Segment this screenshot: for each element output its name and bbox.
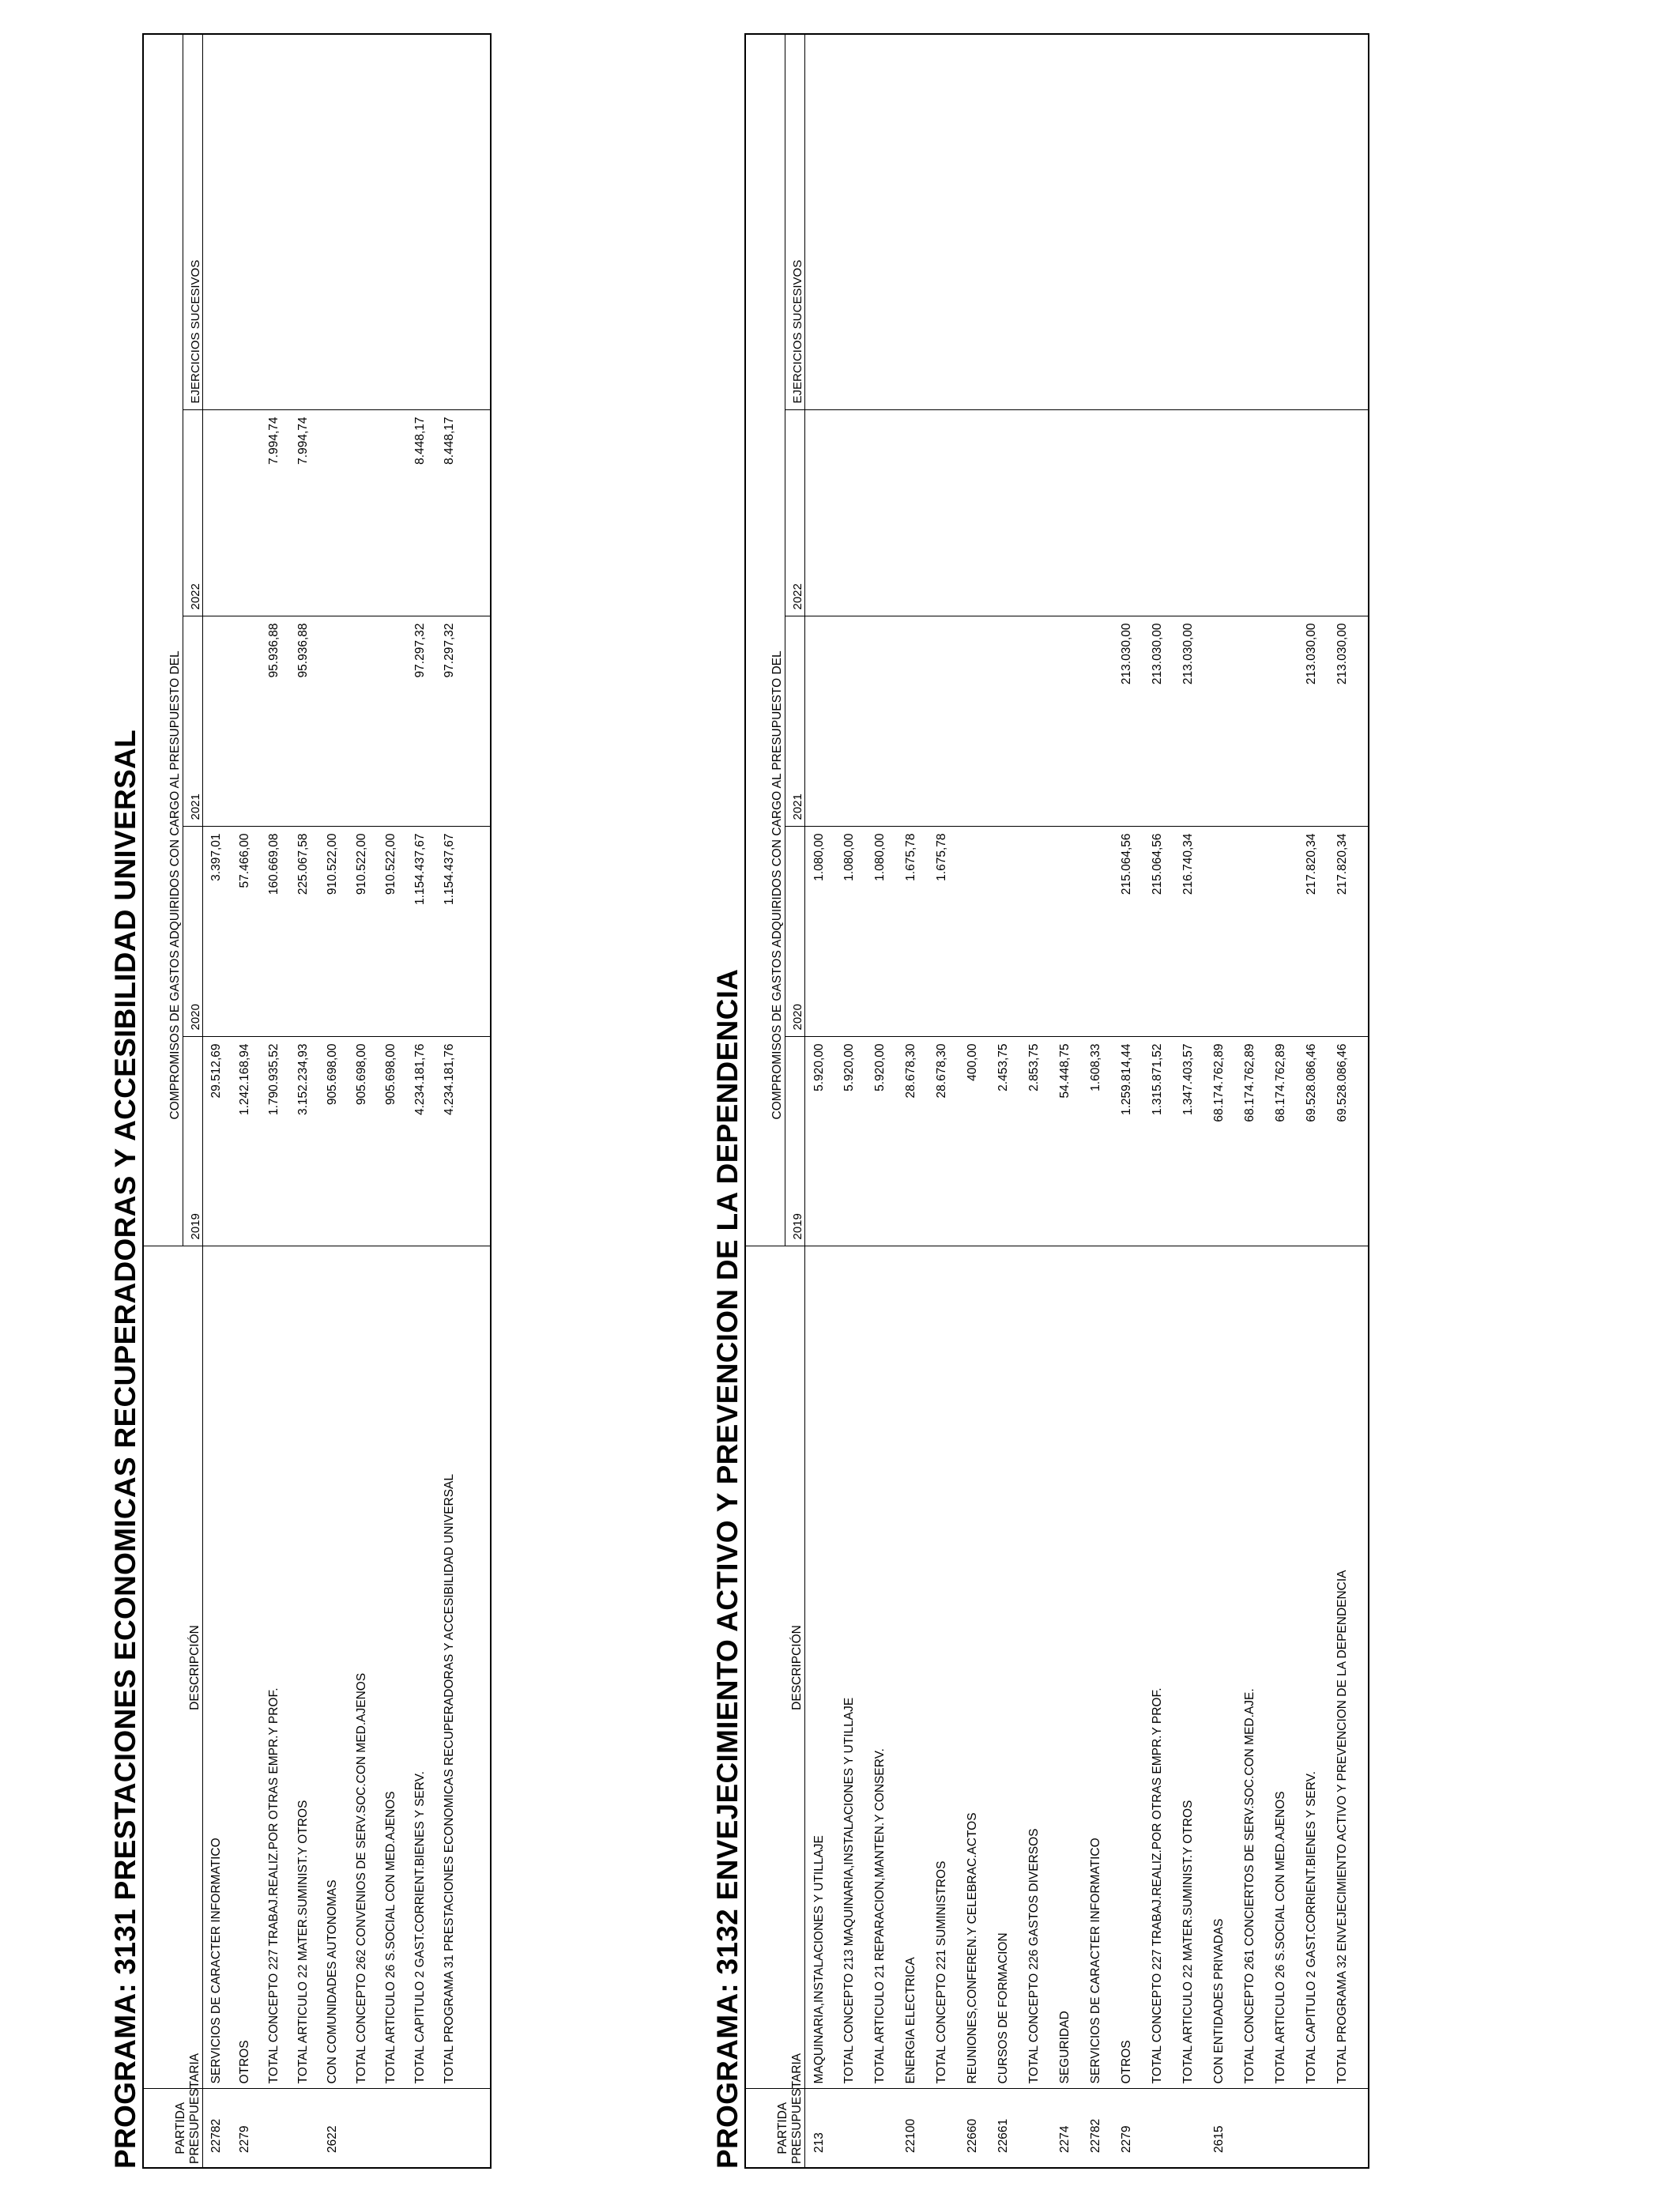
cell-2020: 1.154.437,67 bbox=[436, 827, 465, 1037]
cell-2020: 216.740,34 bbox=[1174, 827, 1205, 1037]
cell-descripcion: TOTAL ARTICULO 26 S.SOCIAL CON MED.AJENOS bbox=[378, 1246, 407, 2089]
cell-2020: 1.080,00 bbox=[866, 827, 897, 1037]
cell-2021: 97.297,32 bbox=[407, 616, 436, 827]
cell-sucesivos bbox=[1328, 34, 1359, 410]
cell-2020: 217.820,34 bbox=[1328, 827, 1359, 1037]
cell-sucesivos bbox=[1174, 34, 1205, 410]
col-header-partida: PARTIDA PRESUPUESTARIA bbox=[143, 2089, 202, 2168]
cell-descripcion: SERVICIOS DE CARACTER INFORMATICO bbox=[202, 1246, 232, 2089]
cell-2022 bbox=[378, 410, 407, 616]
cell-2020: 1.675,78 bbox=[928, 827, 959, 1037]
cell-partida bbox=[1020, 2089, 1051, 2168]
cell-partida bbox=[866, 2089, 897, 2168]
cell-2020: 3.397,01 bbox=[202, 827, 232, 1037]
cell-2020: 215.064,56 bbox=[1113, 827, 1143, 1037]
cell-2022 bbox=[1205, 410, 1236, 616]
cell-descripcion: REUNIONES,CONFEREN.Y CELEBRAC.ACTOS bbox=[959, 1246, 989, 2089]
cell-sucesivos bbox=[1205, 34, 1236, 410]
cell-sucesivos bbox=[261, 34, 290, 410]
cell-partida bbox=[1328, 2089, 1359, 2168]
cell-2021: 213.030,00 bbox=[1143, 616, 1174, 827]
empty-cell bbox=[1359, 410, 1369, 616]
cell-2020 bbox=[959, 827, 989, 1037]
cell-2022 bbox=[804, 410, 835, 616]
cell-descripcion: OTROS bbox=[1113, 1246, 1143, 2089]
cell-2022 bbox=[989, 410, 1020, 616]
cell-2019: 905.698,00 bbox=[319, 1037, 348, 1246]
cell-partida bbox=[436, 2089, 465, 2168]
table-row bbox=[202, 34, 232, 2168]
table-row bbox=[1051, 34, 1082, 2168]
cell-sucesivos bbox=[319, 34, 348, 410]
cell-descripcion: TOTAL CONCEPTO 261 CONCIERTOS DE SERV.SOC.CON MED.AJE. bbox=[1236, 1246, 1267, 2089]
cell-partida: 2615 bbox=[1205, 2089, 1236, 2168]
cell-partida bbox=[378, 2089, 407, 2168]
cell-descripcion: CON ENTIDADES PRIVADAS bbox=[1205, 1246, 1236, 2089]
cell-descripcion: TOTAL ARTICULO 21 REPARACION,MANTEN.Y CONSERV. bbox=[866, 1246, 897, 2089]
col-header-2020: 2020 bbox=[183, 827, 202, 1037]
table-row bbox=[436, 34, 465, 2168]
cell-sucesivos bbox=[1113, 34, 1143, 410]
empty-cell bbox=[465, 827, 491, 1037]
cell-2020: 910.522,00 bbox=[348, 827, 378, 1037]
program-title-3132: PROGRAMA: 3132 ENVEJECIMIENTO ACTIVO Y PREVENCION DE LA DEPENDENCIA bbox=[711, 968, 744, 2169]
empty-cell bbox=[465, 1246, 491, 2089]
cell-sucesivos bbox=[928, 34, 959, 410]
cell-descripcion: MAQUINARIA,INSTALACIONES Y UTILLAJE bbox=[804, 1246, 835, 2089]
cell-sucesivos bbox=[1051, 34, 1082, 410]
cell-2021 bbox=[928, 616, 959, 827]
cell-2020: 1.080,00 bbox=[835, 827, 866, 1037]
cell-2020 bbox=[1267, 827, 1298, 1037]
cell-partida bbox=[407, 2089, 436, 2168]
empty-cell bbox=[465, 410, 491, 616]
cell-2020: 215.064,56 bbox=[1143, 827, 1174, 1037]
cell-sucesivos bbox=[290, 34, 319, 410]
cell-sucesivos bbox=[1082, 34, 1113, 410]
cell-2019: 1.608,33 bbox=[1082, 1037, 1113, 1246]
table-row bbox=[1082, 34, 1113, 2168]
cell-descripcion: TOTAL CONCEPTO 213 MAQUINARIA,INSTALACIONES Y UTILLAJE bbox=[835, 1246, 866, 2089]
cell-2022: 7.994,74 bbox=[290, 410, 319, 616]
cell-2019: 69.528.086,46 bbox=[1328, 1037, 1359, 1246]
col-header-2021: 2021 bbox=[183, 616, 202, 827]
cell-2022 bbox=[1113, 410, 1143, 616]
cell-2021 bbox=[1267, 616, 1298, 827]
cell-2019: 4.234.181,76 bbox=[407, 1037, 436, 1246]
empty-cell bbox=[1359, 616, 1369, 827]
table-row bbox=[348, 34, 378, 2168]
cell-2021 bbox=[1020, 616, 1051, 827]
cell-2019: 1.790.935,52 bbox=[261, 1037, 290, 1246]
cell-2021 bbox=[1051, 616, 1082, 827]
table-row bbox=[897, 34, 928, 2168]
cell-descripcion: CURSOS DE FORMACION bbox=[989, 1246, 1020, 2089]
cell-2021 bbox=[1082, 616, 1113, 827]
table-row bbox=[835, 34, 866, 2168]
cell-descripcion: TOTAL CONCEPTO 221 SUMINISTROS bbox=[928, 1246, 959, 2089]
table-row bbox=[989, 34, 1020, 2168]
table-row bbox=[1236, 34, 1267, 2168]
cell-sucesivos bbox=[1236, 34, 1267, 410]
cell-2019: 29.512,69 bbox=[202, 1037, 232, 1246]
cell-2022 bbox=[319, 410, 348, 616]
table-row bbox=[232, 34, 261, 2168]
empty-cell bbox=[465, 1037, 491, 1246]
cell-2019: 1.242.168,94 bbox=[232, 1037, 261, 1246]
cell-2022 bbox=[202, 410, 232, 616]
table-row bbox=[959, 34, 989, 2168]
cell-2020: 1.675,78 bbox=[897, 827, 928, 1037]
col-header-sucesivos: EJERCICIOS SUCESIVOS bbox=[785, 34, 804, 410]
cell-sucesivos bbox=[407, 34, 436, 410]
cell-descripcion: TOTAL ARTICULO 26 S.SOCIAL CON MED.AJENOS bbox=[1267, 1246, 1298, 2089]
cell-2019: 68.174.762,89 bbox=[1205, 1037, 1236, 1246]
cell-descripcion: ENERGIA ELECTRICA bbox=[897, 1246, 928, 2089]
table-row bbox=[319, 34, 348, 2168]
cell-2022 bbox=[1174, 410, 1205, 616]
cell-2019: 2.853,75 bbox=[1020, 1037, 1051, 1246]
cell-2019: 28.678,30 bbox=[897, 1037, 928, 1246]
empty-cell bbox=[1359, 2089, 1369, 2168]
table-row bbox=[804, 34, 835, 2168]
table-body-3131 bbox=[202, 34, 491, 2168]
cell-sucesivos bbox=[378, 34, 407, 410]
table-row bbox=[1020, 34, 1051, 2168]
cell-2022 bbox=[1020, 410, 1051, 616]
cell-sucesivos bbox=[436, 34, 465, 410]
empty-cell bbox=[465, 616, 491, 827]
cell-descripcion: CON COMUNIDADES AUTONOMAS bbox=[319, 1246, 348, 2089]
cell-2021 bbox=[319, 616, 348, 827]
budget-table-3132 bbox=[744, 33, 1369, 2169]
cell-descripcion: TOTAL CONCEPTO 226 GASTOS DIVERSOS bbox=[1020, 1246, 1051, 2089]
cell-2021 bbox=[959, 616, 989, 827]
col-header-2022: 2022 bbox=[183, 410, 202, 616]
cell-descripcion: TOTAL CONCEPTO 262 CONVENIOS DE SERV.SOC.CON MED.AJENOS bbox=[348, 1246, 378, 2089]
cell-sucesivos bbox=[1267, 34, 1298, 410]
cell-partida: 2279 bbox=[1113, 2089, 1143, 2168]
cell-partida: 2622 bbox=[319, 2089, 348, 2168]
col-header-2019: 2019 bbox=[183, 1037, 202, 1246]
cell-2021 bbox=[897, 616, 928, 827]
cell-sucesivos bbox=[202, 34, 232, 410]
cell-partida bbox=[1267, 2089, 1298, 2168]
cell-2020: 910.522,00 bbox=[378, 827, 407, 1037]
cell-2020 bbox=[989, 827, 1020, 1037]
cell-2020: 1.080,00 bbox=[804, 827, 835, 1037]
cell-2021: 213.030,00 bbox=[1328, 616, 1359, 827]
col-header-compromisos: COMPROMISOS DE GASTOS ADQUIRIDOS CON CARGO AL PRESUPUESTO DEL bbox=[745, 34, 785, 1246]
cell-2019: 400,00 bbox=[959, 1037, 989, 1246]
cell-sucesivos bbox=[1020, 34, 1051, 410]
cell-2021 bbox=[348, 616, 378, 827]
cell-2019: 3.152.234,93 bbox=[290, 1037, 319, 1246]
cell-2020 bbox=[1205, 827, 1236, 1037]
cell-descripcion: TOTAL CAPITULO 2 GAST.CORRIENT.BIENES Y SERV. bbox=[1298, 1246, 1328, 2089]
cell-2019: 5.920,00 bbox=[804, 1037, 835, 1246]
cell-2021: 213.030,00 bbox=[1298, 616, 1328, 827]
cell-2019: 2.453,75 bbox=[989, 1037, 1020, 1246]
cell-sucesivos bbox=[959, 34, 989, 410]
cell-sucesivos bbox=[866, 34, 897, 410]
cell-partida: 213 bbox=[804, 2089, 835, 2168]
col-header-descripcion: DESCRIPCIÓN bbox=[745, 1246, 804, 2089]
table-row bbox=[1113, 34, 1143, 2168]
cell-partida bbox=[261, 2089, 290, 2168]
cell-partida: 22661 bbox=[989, 2089, 1020, 2168]
cell-2020: 910.522,00 bbox=[319, 827, 348, 1037]
empty-cell bbox=[465, 2089, 491, 2168]
col-header-sucesivos: EJERCICIOS SUCESIVOS bbox=[183, 34, 202, 410]
table-row bbox=[1298, 34, 1328, 2168]
cell-sucesivos bbox=[1143, 34, 1174, 410]
cell-2019: 1.315.871,52 bbox=[1143, 1037, 1174, 1246]
table-row bbox=[261, 34, 290, 2168]
table-row bbox=[1328, 34, 1359, 2168]
cell-partida bbox=[348, 2089, 378, 2168]
table-row bbox=[866, 34, 897, 2168]
table-row bbox=[1205, 34, 1236, 2168]
cell-2019: 905.698,00 bbox=[348, 1037, 378, 1246]
cell-2022 bbox=[959, 410, 989, 616]
cell-2019: 5.920,00 bbox=[835, 1037, 866, 1246]
cell-2019: 1.347.403,57 bbox=[1174, 1037, 1205, 1246]
cell-sucesivos bbox=[835, 34, 866, 410]
cell-2021 bbox=[232, 616, 261, 827]
cell-2022 bbox=[1267, 410, 1298, 616]
col-header-2021: 2021 bbox=[785, 616, 804, 827]
cell-2020 bbox=[1051, 827, 1082, 1037]
col-header-2019: 2019 bbox=[785, 1037, 804, 1246]
cell-2020 bbox=[1020, 827, 1051, 1037]
table-body-3132 bbox=[804, 34, 1369, 2168]
empty-cell bbox=[1359, 1037, 1369, 1246]
table-row bbox=[928, 34, 959, 2168]
cell-partida: 22782 bbox=[1082, 2089, 1113, 2168]
cell-2021 bbox=[202, 616, 232, 827]
cell-2022 bbox=[866, 410, 897, 616]
cell-2020: 1.154.437,67 bbox=[407, 827, 436, 1037]
cell-2022 bbox=[1236, 410, 1267, 616]
cell-2021 bbox=[804, 616, 835, 827]
col-header-descripcion: DESCRIPCIÓN bbox=[143, 1246, 202, 2089]
cell-2020: 160.669,08 bbox=[261, 827, 290, 1037]
empty-cell bbox=[465, 34, 491, 410]
cell-2021 bbox=[378, 616, 407, 827]
cell-2022 bbox=[1328, 410, 1359, 616]
cell-2021 bbox=[1236, 616, 1267, 827]
cell-2019: 4.234.181,76 bbox=[436, 1037, 465, 1246]
cell-sucesivos bbox=[989, 34, 1020, 410]
table-row bbox=[290, 34, 319, 2168]
empty-cell bbox=[1359, 1246, 1369, 2089]
cell-partida bbox=[835, 2089, 866, 2168]
cell-2022 bbox=[1051, 410, 1082, 616]
col-header-2020: 2020 bbox=[785, 827, 804, 1037]
cell-2021: 97.297,32 bbox=[436, 616, 465, 827]
cell-2022 bbox=[1082, 410, 1113, 616]
cell-partida bbox=[928, 2089, 959, 2168]
cell-2022 bbox=[348, 410, 378, 616]
cell-descripcion: TOTAL ARTICULO 22 MATER.SUMINIST.Y OTROS bbox=[1174, 1246, 1205, 2089]
cell-2019: 5.920,00 bbox=[866, 1037, 897, 1246]
empty-cell bbox=[1359, 34, 1369, 410]
empty-cell bbox=[1359, 827, 1369, 1037]
cell-2021: 213.030,00 bbox=[1113, 616, 1143, 827]
cell-2020: 225.067,58 bbox=[290, 827, 319, 1037]
cell-2021 bbox=[866, 616, 897, 827]
table-filler-row bbox=[1359, 34, 1369, 2168]
cell-2022 bbox=[232, 410, 261, 616]
cell-descripcion: TOTAL PROGRAMA 32 ENVEJECIMIENTO ACTIVO Y PREVENCION DE LA DEPENDENCIA bbox=[1328, 1246, 1359, 2089]
cell-2019: 68.174.762,89 bbox=[1267, 1037, 1298, 1246]
cell-partida bbox=[1298, 2089, 1328, 2168]
cell-partida bbox=[1143, 2089, 1174, 2168]
cell-partida: 22100 bbox=[897, 2089, 928, 2168]
cell-partida: 2279 bbox=[232, 2089, 261, 2168]
cell-2021: 95.936,88 bbox=[261, 616, 290, 827]
table-row bbox=[1267, 34, 1298, 2168]
cell-2022 bbox=[1298, 410, 1328, 616]
cell-partida: 2274 bbox=[1051, 2089, 1082, 2168]
cell-2019: 69.528.086,46 bbox=[1298, 1037, 1328, 1246]
cell-2020: 57.466,00 bbox=[232, 827, 261, 1037]
cell-2019: 28.678,30 bbox=[928, 1037, 959, 1246]
cell-2019: 54.448,75 bbox=[1051, 1037, 1082, 1246]
cell-2020: 217.820,34 bbox=[1298, 827, 1328, 1037]
cell-partida bbox=[290, 2089, 319, 2168]
cell-descripcion: TOTAL PROGRAMA 31 PRESTACIONES ECONOMICAS RECUPERADORAS Y ACCESIBILIDAD UNIVERSAL bbox=[436, 1246, 465, 2089]
cell-sucesivos bbox=[1298, 34, 1328, 410]
cell-2021: 95.936,88 bbox=[290, 616, 319, 827]
table-row bbox=[1174, 34, 1205, 2168]
cell-descripcion: OTROS bbox=[232, 1246, 261, 2089]
cell-descripcion: TOTAL ARTICULO 22 MATER.SUMINIST.Y OTROS bbox=[290, 1246, 319, 2089]
cell-descripcion: TOTAL CAPITULO 2 GAST.CORRIENT.BIENES Y SERV. bbox=[407, 1246, 436, 2089]
cell-2022 bbox=[928, 410, 959, 616]
cell-2021 bbox=[1205, 616, 1236, 827]
col-header-compromisos: COMPROMISOS DE GASTOS ADQUIRIDOS CON CARGO AL PRESUPUESTO DEL bbox=[143, 34, 183, 1246]
cell-2022 bbox=[897, 410, 928, 616]
cell-descripcion: SEGURIDAD bbox=[1051, 1246, 1082, 2089]
cell-sucesivos bbox=[348, 34, 378, 410]
table-filler-row bbox=[465, 34, 491, 2168]
budget-table-3131 bbox=[142, 33, 492, 2169]
cell-2022: 8.448,17 bbox=[407, 410, 436, 616]
cell-descripcion: TOTAL CONCEPTO 227 TRABAJ.REALIZ.POR OTRAS EMPR.Y PROF. bbox=[261, 1246, 290, 2089]
cell-2021 bbox=[835, 616, 866, 827]
cell-2019: 1.259.814,44 bbox=[1113, 1037, 1143, 1246]
col-header-2022: 2022 bbox=[785, 410, 804, 616]
program-title-3131: PROGRAMA: 3131 PRESTACIONES ECONOMICAS RECUPERADORAS Y ACCESIBILIDAD UNIVERSAL bbox=[109, 729, 141, 2169]
table-row bbox=[378, 34, 407, 2168]
cell-partida bbox=[1174, 2089, 1205, 2168]
cell-descripcion: SERVICIOS DE CARACTER INFORMATICO bbox=[1082, 1246, 1113, 2089]
col-header-partida: PARTIDA PRESUPUESTARIA bbox=[745, 2089, 804, 2168]
table-row bbox=[1143, 34, 1174, 2168]
cell-sucesivos bbox=[897, 34, 928, 410]
cell-2022: 8.448,17 bbox=[436, 410, 465, 616]
cell-sucesivos bbox=[804, 34, 835, 410]
cell-2019: 68.174.762,89 bbox=[1236, 1037, 1267, 1246]
cell-sucesivos bbox=[232, 34, 261, 410]
cell-descripcion: TOTAL CONCEPTO 227 TRABAJ.REALIZ.POR OTRAS EMPR.Y PROF. bbox=[1143, 1246, 1174, 2089]
cell-2022 bbox=[1143, 410, 1174, 616]
cell-2021 bbox=[989, 616, 1020, 827]
cell-2019: 905.698,00 bbox=[378, 1037, 407, 1246]
cell-2021: 213.030,00 bbox=[1174, 616, 1205, 827]
cell-2022 bbox=[835, 410, 866, 616]
cell-partida bbox=[1236, 2089, 1267, 2168]
cell-2020 bbox=[1236, 827, 1267, 1037]
table-row bbox=[407, 34, 436, 2168]
cell-2022: 7.994,74 bbox=[261, 410, 290, 616]
cell-2020 bbox=[1082, 827, 1113, 1037]
cell-partida: 22782 bbox=[202, 2089, 232, 2168]
cell-partida: 22660 bbox=[959, 2089, 989, 2168]
